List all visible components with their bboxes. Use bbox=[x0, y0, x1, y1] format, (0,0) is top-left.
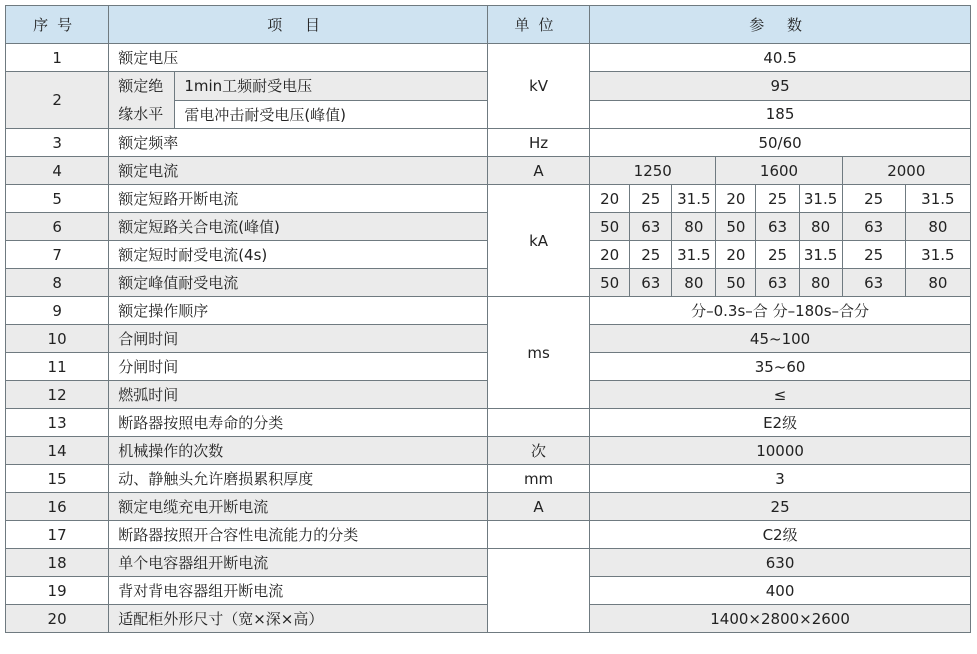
row-value: 63 bbox=[756, 213, 799, 241]
row-item: 额定电流 bbox=[109, 157, 488, 185]
table-row bbox=[6, 157, 971, 185]
table-row bbox=[6, 297, 971, 325]
row-value: 1600 bbox=[716, 157, 842, 185]
row-value: 50/60 bbox=[590, 129, 971, 157]
row-item: 背对背电容器组开断电流 bbox=[109, 577, 488, 605]
row-item: 适配柜外形尺寸（宽×深×高） bbox=[109, 605, 488, 633]
row-value: 31.5 bbox=[672, 241, 716, 269]
row-value: 50 bbox=[590, 213, 630, 241]
row-no: 14 bbox=[6, 437, 109, 465]
row-value: C2级 bbox=[590, 521, 971, 549]
row-value: 63 bbox=[630, 269, 672, 297]
row-item: 额定电压 bbox=[109, 44, 488, 72]
row-value: 630 bbox=[590, 549, 971, 577]
row-item: 额定短时耐受电流(4s) bbox=[109, 241, 488, 269]
row-value: 31.5 bbox=[799, 241, 842, 269]
row-value: 40.5 bbox=[590, 44, 971, 72]
row-value: 50 bbox=[716, 213, 756, 241]
row-value: 31.5 bbox=[905, 185, 970, 213]
row-value: 80 bbox=[672, 213, 716, 241]
row-item: 断路器按照开合容性电流能力的分类 bbox=[109, 521, 488, 549]
row-value: 25 bbox=[630, 241, 672, 269]
row-value: 400 bbox=[590, 577, 971, 605]
row-no: 11 bbox=[6, 353, 109, 381]
row-value: 1250 bbox=[590, 157, 716, 185]
table-row bbox=[6, 44, 971, 72]
row-item: 额定绝缘水平 bbox=[109, 72, 175, 129]
row-value: 95 bbox=[590, 72, 971, 101]
row-value: 25 bbox=[842, 241, 905, 269]
row-value: 63 bbox=[842, 269, 905, 297]
row-value: 20 bbox=[590, 241, 630, 269]
table-row bbox=[6, 437, 971, 465]
row-item: 额定频率 bbox=[109, 129, 488, 157]
header-no: 序号 bbox=[6, 6, 109, 44]
row-unit: A bbox=[487, 157, 589, 185]
row-no: 10 bbox=[6, 325, 109, 353]
row-value: 185 bbox=[590, 100, 971, 129]
table-row bbox=[6, 493, 971, 521]
row-subitem: 1min工频耐受电压 bbox=[175, 72, 488, 101]
row-item: 额定短路关合电流(峰值) bbox=[109, 213, 488, 241]
row-value: 63 bbox=[756, 269, 799, 297]
row-item: 额定峰值耐受电流 bbox=[109, 269, 488, 297]
row-value: 25 bbox=[842, 185, 905, 213]
header-param: 参 数 bbox=[590, 6, 971, 44]
row-no: 7 bbox=[6, 241, 109, 269]
row-no: 6 bbox=[6, 213, 109, 241]
row-unit bbox=[487, 521, 589, 549]
row-unit: 次 bbox=[487, 437, 589, 465]
row-value: 20 bbox=[716, 241, 756, 269]
row-no: 8 bbox=[6, 269, 109, 297]
header-unit: 单位 bbox=[487, 6, 589, 44]
row-item: 燃弧时间 bbox=[109, 381, 488, 409]
row-no: 4 bbox=[6, 157, 109, 185]
row-value: 80 bbox=[799, 213, 842, 241]
row-no: 19 bbox=[6, 577, 109, 605]
row-no: 15 bbox=[6, 465, 109, 493]
row-value: 45~100 bbox=[590, 325, 971, 353]
row-unit: A bbox=[487, 493, 589, 521]
row-item: 断路器按照电寿命的分类 bbox=[109, 409, 488, 437]
header-item: 项 目 bbox=[109, 6, 488, 44]
row-value: 25 bbox=[630, 185, 672, 213]
row-item: 合闸时间 bbox=[109, 325, 488, 353]
header-row bbox=[6, 6, 971, 44]
row-subitem: 雷电冲击耐受电压(峰值) bbox=[175, 100, 488, 129]
row-no: 3 bbox=[6, 129, 109, 157]
row-value: 35~60 bbox=[590, 353, 971, 381]
row-value: 1400×2800×2600 bbox=[590, 605, 971, 633]
row-unit bbox=[487, 409, 589, 437]
row-unit: kA bbox=[487, 185, 589, 297]
row-value: 80 bbox=[905, 213, 970, 241]
row-value: 31.5 bbox=[905, 241, 970, 269]
spec-table bbox=[5, 5, 971, 633]
row-item: 额定操作顺序 bbox=[109, 297, 488, 325]
table-row bbox=[6, 409, 971, 437]
row-value: 63 bbox=[630, 213, 672, 241]
row-value: 10000 bbox=[590, 437, 971, 465]
row-value: 2000 bbox=[842, 157, 970, 185]
table-row bbox=[6, 521, 971, 549]
row-item: 机械操作的次数 bbox=[109, 437, 488, 465]
row-item: 单个电容器组开断电流 bbox=[109, 549, 488, 577]
row-unit: Hz bbox=[487, 129, 589, 157]
row-unit bbox=[487, 549, 589, 633]
row-unit: kV bbox=[487, 44, 589, 129]
row-value: 50 bbox=[716, 269, 756, 297]
row-value: 63 bbox=[842, 213, 905, 241]
row-value: 25 bbox=[756, 241, 799, 269]
table-row bbox=[6, 185, 971, 213]
row-no: 9 bbox=[6, 297, 109, 325]
row-unit: mm bbox=[487, 465, 589, 493]
row-no: 5 bbox=[6, 185, 109, 213]
row-no: 16 bbox=[6, 493, 109, 521]
row-value: 31.5 bbox=[672, 185, 716, 213]
row-no: 2 bbox=[6, 72, 109, 129]
row-no: 12 bbox=[6, 381, 109, 409]
row-item: 额定短路开断电流 bbox=[109, 185, 488, 213]
row-value: 20 bbox=[716, 185, 756, 213]
table-row bbox=[6, 129, 971, 157]
row-no: 17 bbox=[6, 521, 109, 549]
row-no: 18 bbox=[6, 549, 109, 577]
row-value: ≤ bbox=[590, 381, 971, 409]
row-no: 13 bbox=[6, 409, 109, 437]
row-value: 分–0.3s–合 分–180s–合分 bbox=[590, 297, 971, 325]
row-value: 25 bbox=[590, 493, 971, 521]
row-item: 额定电缆充电开断电流 bbox=[109, 493, 488, 521]
table-row bbox=[6, 465, 971, 493]
row-value: 50 bbox=[590, 269, 630, 297]
row-item: 动、静触头允许磨损累积厚度 bbox=[109, 465, 488, 493]
row-value: 80 bbox=[672, 269, 716, 297]
row-value: 3 bbox=[590, 465, 971, 493]
row-value: 25 bbox=[756, 185, 799, 213]
row-no: 20 bbox=[6, 605, 109, 633]
row-no: 1 bbox=[6, 44, 109, 72]
table-row bbox=[6, 549, 971, 577]
row-value: 31.5 bbox=[799, 185, 842, 213]
row-item: 分闸时间 bbox=[109, 353, 488, 381]
row-unit: ms bbox=[487, 297, 589, 409]
row-value: 20 bbox=[590, 185, 630, 213]
row-value: E2级 bbox=[590, 409, 971, 437]
row-value: 80 bbox=[905, 269, 970, 297]
row-value: 80 bbox=[799, 269, 842, 297]
